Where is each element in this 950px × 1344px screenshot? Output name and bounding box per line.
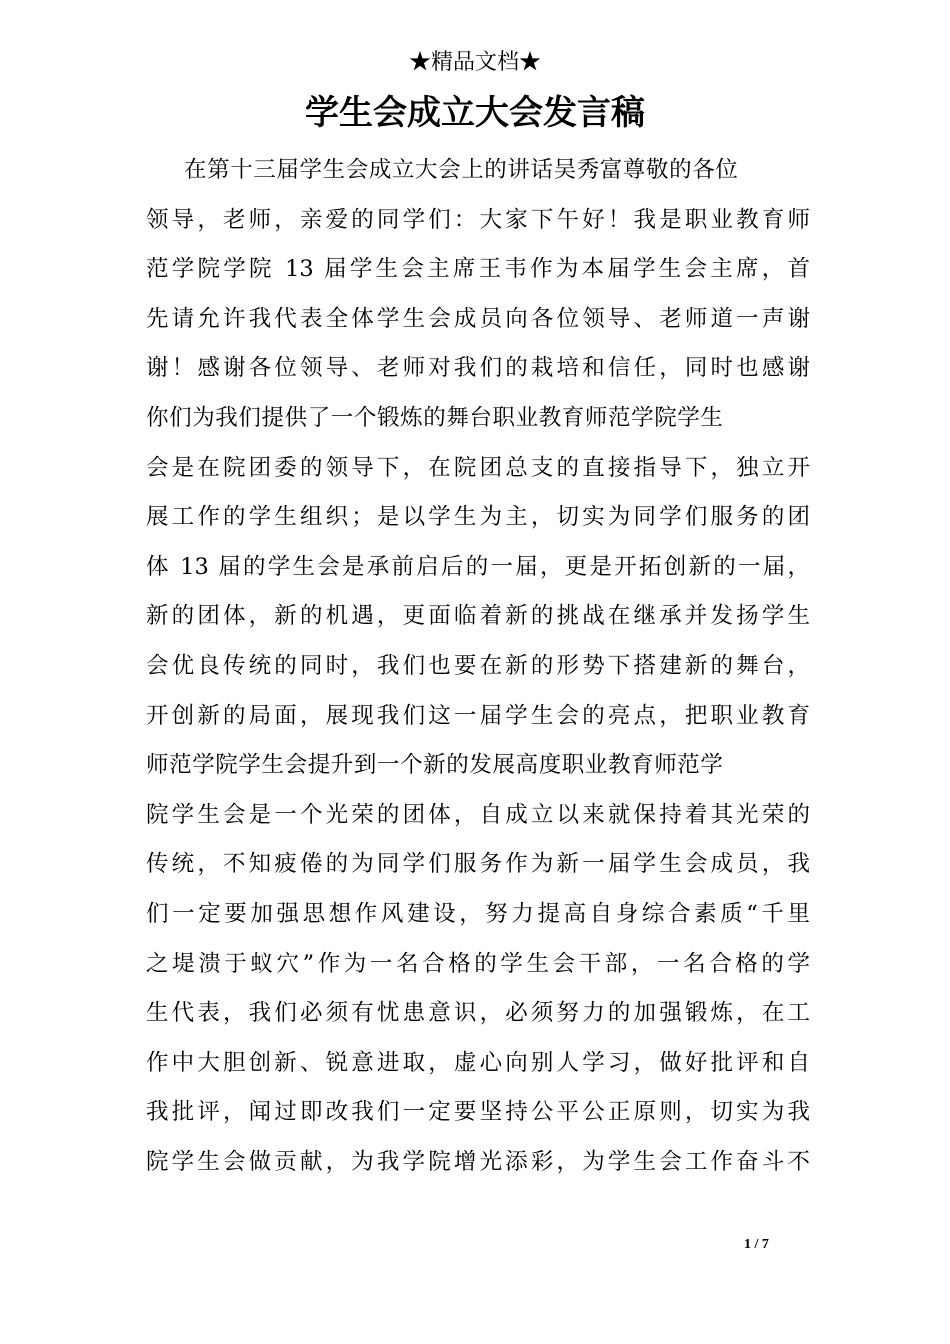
body-line: 先请允许我代表全体学生会成员向各位领导、老师道一声谢 [146,305,810,332]
document-header-mark: ★精品文档★ [408,50,541,75]
body-line: 范学院学院 13 届学生会主席王韦作为本届学生会主席，首 [146,256,810,283]
body-line: 师范学院学生会提升到一个新的发展高度职业教育师范学 [146,752,724,779]
page-number: 1 / 7 [744,1237,769,1252]
body-line: 体 13 届的学生会是承前启后的一届，更是开拓创新的一届， [146,553,810,580]
body-line: 新的团体，新的机遇，更面临着新的挑战在继承并发扬学生 [146,603,810,630]
body-line: 院学生会做贡献，为我学院增光添彩，为学生会工作奋斗不 [146,1148,810,1175]
body-line: 院学生会是一个光荣的团体，自成立以来就保持着其光荣的 [146,801,810,828]
body-line: 作中大胆创新、锐意进取，虚心向别人学习，做好批评和自 [146,1049,810,1076]
document-body [146,146,810,1187]
body-line: 会是在院团委的领导下，在院团总支的直接指导下，独立开 [146,454,810,481]
body-line: 之堤溃于蚁穴”作为一名合格的学生会干部，一名合格的学 [146,950,810,977]
body-line: 开创新的局面，展现我们这一届学生会的亮点，把职业教育 [146,702,810,729]
body-line: 展工作的学生组织；是以学生为主，切实为同学们服务的团 [146,504,810,531]
body-line: 你们为我们提供了一个锻炼的舞台职业教育师范学院学生 [146,404,724,431]
body-line: 传统，不知疲倦的为同学们服务作为新一届学生会成员，我 [146,851,810,878]
document-title: 学生会成立大会发言稿 [305,93,645,133]
body-line: 们一定要加强思想作风建设，努力提高自身综合素质“千里 [146,900,810,927]
body-line: 谢！感谢各位领导、老师对我们的栽培和信任，同时也感谢 [146,355,810,382]
body-line: 生代表，我们必须有忧患意识，必须努力的加强锻炼，在工 [146,1000,810,1027]
body-line: 领导，老师，亲爱的同学们：大家下午好！我是职业教育师 [146,206,810,233]
body-line: 我批评，闻过即改我们一定要坚持公平公正原则，切实为我 [146,1099,810,1126]
body-line: 会优良传统的同时，我们也要在新的形势下搭建新的舞台， [146,652,810,679]
body-line: 在第十三届学生会成立大会上的讲话吴秀富尊敬的各位 [184,157,739,183]
